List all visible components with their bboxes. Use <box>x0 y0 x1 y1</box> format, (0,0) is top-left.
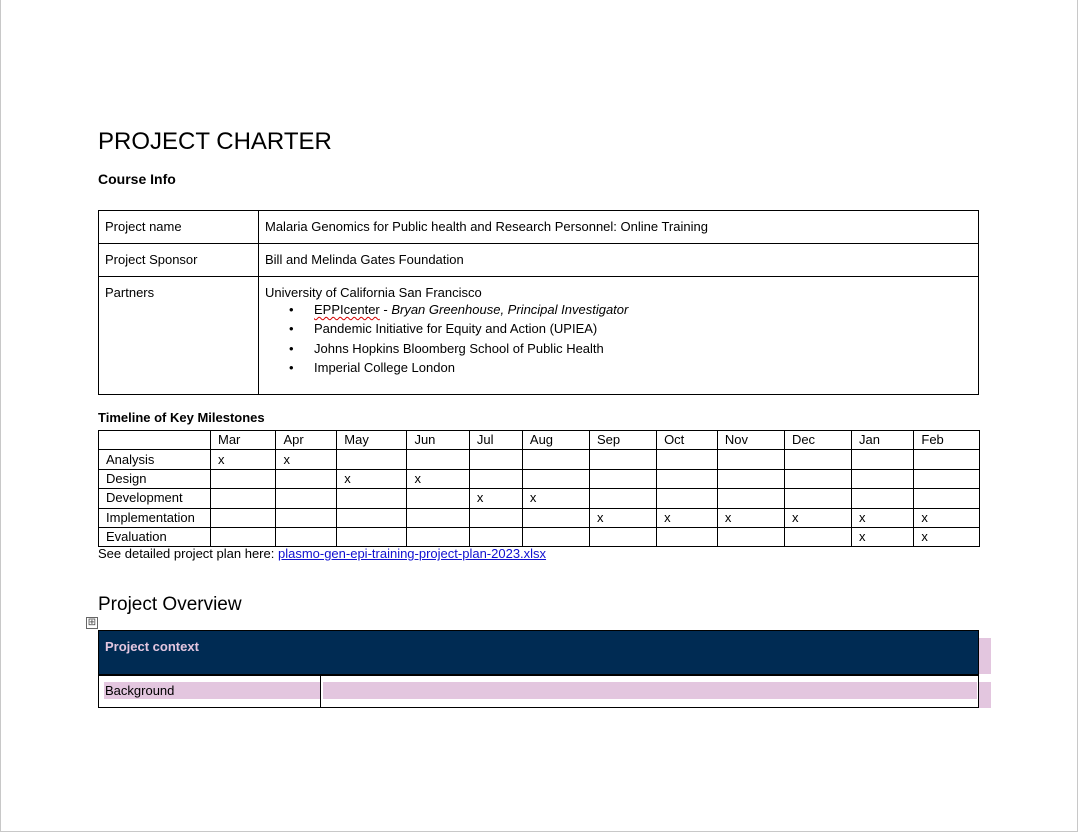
table-row <box>99 244 979 277</box>
timeline-month-header: Nov <box>717 431 784 450</box>
timeline-cell[interactable] <box>914 450 980 469</box>
project-sponsor-label: Project Sponsor <box>99 244 259 277</box>
timeline-cell[interactable]: x <box>914 508 980 527</box>
timeline-cell[interactable] <box>851 469 913 488</box>
timeline-cell[interactable]: x <box>851 527 913 546</box>
timeline-month-header: Aug <box>522 431 589 450</box>
timeline-month-header: May <box>337 431 407 450</box>
timeline-cell[interactable] <box>407 450 469 469</box>
project-context-label: Project context <box>105 639 199 654</box>
timeline-cell[interactable] <box>657 527 718 546</box>
partner-item: • Johns Hopkins Bloomberg School of Public Health <box>314 339 972 358</box>
timeline-cell[interactable]: x <box>337 469 407 488</box>
partners-main: University of California San Francisco <box>265 285 482 300</box>
project-sponsor-value[interactable]: Bill and Melinda Gates Foundation <box>259 244 979 277</box>
table-move-handle-icon[interactable]: ⊞ <box>87 617 97 628</box>
timeline-cell[interactable] <box>276 527 337 546</box>
timeline-row-label: Design <box>99 469 211 488</box>
timeline-cell[interactable] <box>211 527 276 546</box>
project-plan-note <box>98 546 546 561</box>
timeline-cell[interactable] <box>784 527 851 546</box>
partner-separator: - <box>379 302 392 317</box>
partner-item <box>314 300 972 319</box>
course-info-table <box>98 210 979 395</box>
timeline-cell[interactable]: x <box>276 450 337 469</box>
timeline-row <box>99 508 980 527</box>
timeline-cell[interactable] <box>784 450 851 469</box>
timeline-cell[interactable] <box>407 508 469 527</box>
timeline-cell[interactable] <box>657 450 718 469</box>
project-overview-heading: Project Overview <box>98 594 242 615</box>
plan-note-prefix: See detailed project plan here: <box>98 546 278 561</box>
timeline-cell[interactable]: x <box>914 527 980 546</box>
timeline-cell[interactable] <box>337 450 407 469</box>
timeline-row-label: Development <box>99 489 211 508</box>
project-plan-link[interactable]: plasmo-gen-epi-training-project-plan-2023.xlsx <box>277 546 547 561</box>
timeline-corner-cell <box>99 431 211 450</box>
timeline-cell[interactable] <box>469 508 522 527</box>
project-context-header <box>98 630 979 676</box>
project-name-value[interactable]: Malaria Genomics for Public health and Research Personnel: Online Training <box>259 211 979 244</box>
timeline-cell[interactable] <box>211 489 276 508</box>
pink-highlight-strip <box>978 638 991 674</box>
timeline-cell[interactable] <box>522 450 589 469</box>
timeline-cell[interactable] <box>657 489 718 508</box>
timeline-cell[interactable] <box>522 527 589 546</box>
timeline-cell[interactable] <box>914 469 980 488</box>
timeline-cell[interactable] <box>914 489 980 508</box>
timeline-row-label: Analysis <box>99 450 211 469</box>
timeline-table <box>98 430 980 547</box>
timeline-row <box>99 469 980 488</box>
timeline-cell[interactable] <box>522 508 589 527</box>
timeline-month-header: Apr <box>276 431 337 450</box>
timeline-row <box>99 489 980 508</box>
timeline-cell[interactable] <box>469 469 522 488</box>
timeline-cell[interactable] <box>657 469 718 488</box>
timeline-cell[interactable] <box>469 527 522 546</box>
table-row <box>99 277 979 395</box>
timeline-cell[interactable]: x <box>211 450 276 469</box>
timeline-month-header: Jun <box>407 431 469 450</box>
timeline-cell[interactable]: x <box>657 508 718 527</box>
partners-label: Partners <box>99 277 259 395</box>
timeline-cell[interactable] <box>337 508 407 527</box>
timeline-header-row <box>99 431 980 450</box>
project-name-label: Project name <box>99 211 259 244</box>
timeline-cell[interactable] <box>211 469 276 488</box>
background-label: Background <box>105 683 175 698</box>
timeline-cell[interactable] <box>589 450 656 469</box>
timeline-month-header: Oct <box>657 431 718 450</box>
timeline-cell[interactable] <box>589 469 656 488</box>
timeline-cell[interactable]: x <box>851 508 913 527</box>
timeline-cell[interactable] <box>717 469 784 488</box>
background-value-highlight[interactable] <box>323 682 977 699</box>
timeline-cell[interactable] <box>337 489 407 508</box>
timeline-cell[interactable]: x <box>717 508 784 527</box>
timeline-cell[interactable] <box>589 489 656 508</box>
timeline-cell[interactable] <box>469 450 522 469</box>
timeline-month-header: Sep <box>589 431 656 450</box>
timeline-cell[interactable] <box>407 489 469 508</box>
timeline-cell[interactable]: x <box>469 489 522 508</box>
timeline-month-header: Dec <box>784 431 851 450</box>
timeline-month-header: Feb <box>914 431 980 450</box>
timeline-row <box>99 450 980 469</box>
timeline-cell[interactable]: x <box>589 508 656 527</box>
timeline-heading: Timeline of Key Milestones <box>98 410 265 425</box>
partner-item: • Pandemic Initiative for Equity and Action (UPIEA) <box>314 319 972 338</box>
partner-org-misspelled[interactable]: EPPIcenter <box>314 302 380 317</box>
timeline-cell[interactable] <box>851 489 913 508</box>
timeline-month-header: Jul <box>469 431 522 450</box>
timeline-month-header: Mar <box>211 431 276 450</box>
timeline-cell[interactable] <box>717 450 784 469</box>
partners-cell[interactable] <box>259 277 979 395</box>
timeline-cell[interactable]: x <box>407 469 469 488</box>
pink-highlight-strip <box>978 682 991 708</box>
timeline-row <box>99 527 980 546</box>
timeline-cell[interactable] <box>276 508 337 527</box>
timeline-cell[interactable] <box>717 489 784 508</box>
partner-person: Bryan Greenhouse, Principal Investigator <box>391 302 629 317</box>
partner-item: • Imperial College London <box>314 358 972 377</box>
timeline-cell[interactable] <box>337 527 407 546</box>
course-info-heading: Course Info <box>98 171 176 187</box>
timeline-cell[interactable] <box>784 489 851 508</box>
timeline-cell[interactable] <box>407 527 469 546</box>
timeline-row-label: Evaluation <box>99 527 211 546</box>
timeline-cell[interactable] <box>276 489 337 508</box>
timeline-row-label: Implementation <box>99 508 211 527</box>
document-title: PROJECT CHARTER <box>98 128 332 155</box>
timeline-cell[interactable]: x <box>784 508 851 527</box>
timeline-cell[interactable] <box>589 527 656 546</box>
timeline-month-header: Jan <box>851 431 913 450</box>
table-row <box>99 211 979 244</box>
partners-list <box>265 300 972 377</box>
timeline-cell[interactable] <box>211 508 276 527</box>
timeline-cell[interactable] <box>851 450 913 469</box>
timeline-cell[interactable] <box>717 527 784 546</box>
timeline-cell[interactable]: x <box>522 489 589 508</box>
timeline-cell[interactable] <box>522 469 589 488</box>
timeline-cell[interactable] <box>276 469 337 488</box>
timeline-cell[interactable] <box>784 469 851 488</box>
